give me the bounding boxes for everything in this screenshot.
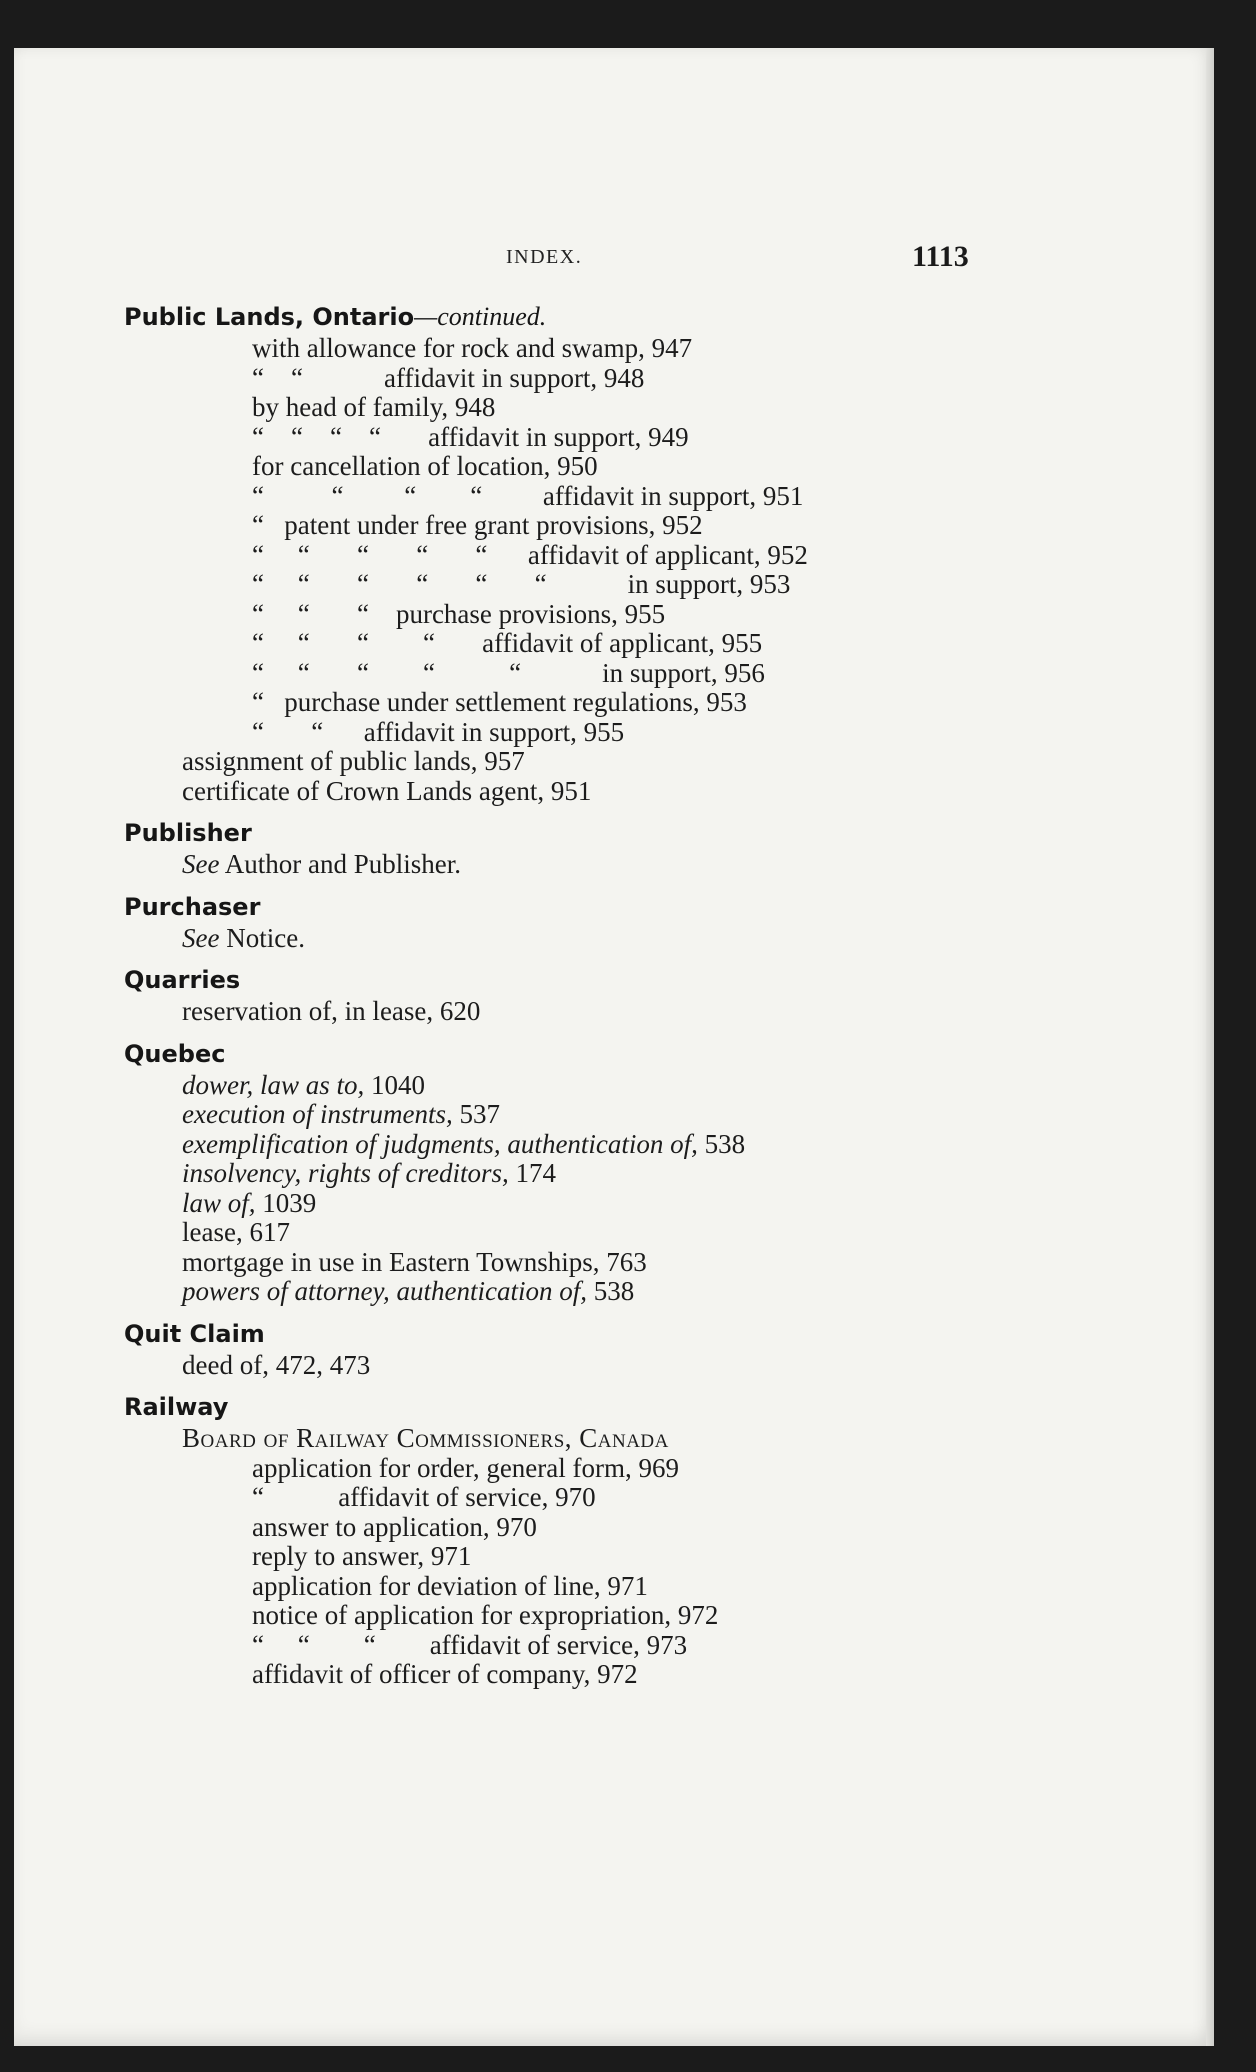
running-head-title: INDEX. — [506, 246, 583, 268]
index-entry-purchaser — [124, 890, 1124, 954]
sub-entry: dower, law as to, 1040 — [182, 1069, 426, 1100]
entry-heading: Quit Claim — [124, 1319, 265, 1348]
sub-entry: “ “ “ “ affidavit in support, 949 — [252, 421, 689, 452]
sub-entry: “ purchase under settlement regulations, 953 — [252, 687, 747, 717]
index-entry-quit-claim — [124, 1317, 1124, 1381]
sub-entry: “ patent under free grant provisions, 952 — [252, 510, 703, 540]
index-entry-quebec — [124, 1037, 1124, 1307]
index-entry-publisher — [124, 816, 1124, 880]
sub-entry: “ “ “ “ “ “ in support, 953 — [252, 569, 791, 599]
entry-heading: Publisher — [124, 819, 252, 847]
sub-entry: certificate of Crown Lands agent, 951 — [182, 775, 592, 806]
sub-entry: “ “ “ purchase provisions, 955 — [252, 598, 666, 629]
sub-entry: “ “ “ “ “ affidavit of applicant, 952 — [252, 539, 808, 570]
index-entry-quarries — [124, 963, 1124, 1027]
sub-entry: reservation of, in lease, 620 — [182, 996, 481, 1026]
index-entry-public-lands — [124, 300, 1124, 806]
running-head — [14, 240, 1214, 286]
sub-entry: “ “ “ affidavit of service, 973 — [252, 1629, 688, 1660]
page-edge — [1206, 48, 1214, 2046]
sub-entry: powers of attorney, authentication of, 538 — [182, 1276, 635, 1306]
entry-heading: Quebec — [124, 1039, 226, 1068]
index-entry-railway — [124, 1390, 1124, 1690]
cross-reference: See Author and Publisher. — [182, 849, 461, 879]
entry-heading: Quarries — [124, 966, 241, 994]
sub-entry: by head of family, 948 — [252, 392, 496, 422]
sub-entry: reply to answer, 971 — [252, 1541, 472, 1571]
sub-entry: lease, 617 — [182, 1217, 290, 1247]
sub-entry: assignment of public lands, 957 — [182, 746, 525, 776]
sub-entry: “ “ “ “ affidavit of applicant, 955 — [252, 628, 763, 658]
sub-entry: notice of application for expropriation, 972 — [252, 1600, 719, 1630]
entry-heading: Purchaser — [124, 892, 261, 921]
sub-entry: application for order, general form, 969 — [252, 1452, 680, 1483]
sub-entry: “ “ “ “ affidavit in support, 951 — [252, 480, 804, 511]
sub-entry: execution of instruments, 537 — [182, 1099, 500, 1129]
sub-entry: deed of, 472, 473 — [182, 1349, 371, 1380]
sub-entry: affidavit of officer of company, 972 — [252, 1659, 638, 1689]
cross-reference: See Notice. — [182, 922, 305, 953]
sub-entry: insolvency, rights of creditors, 174 — [182, 1158, 556, 1188]
sub-entry: “ “ “ “ “ in support, 956 — [252, 657, 765, 688]
sub-entry: law of, 1039 — [182, 1187, 317, 1218]
entry-heading: Public Lands, Ontario—continued. — [124, 302, 547, 331]
entry-heading: Railway — [124, 1393, 229, 1421]
sub-entry: exemplification of judgments, authentication of, 538 — [182, 1128, 746, 1159]
sub-entry: answer to application, 970 — [252, 1511, 537, 1542]
sub-entry: mortgage in use in Eastern Townships, 763 — [182, 1246, 647, 1277]
page-number: 1113 — [912, 240, 969, 273]
sub-entry: “ “ affidavit in support, 955 — [252, 716, 625, 747]
continued-note: —continued. — [414, 302, 547, 331]
sub-entry: “ affidavit of service, 970 — [252, 1482, 596, 1512]
sub-entry: application for deviation of line, 971 — [252, 1570, 648, 1601]
index-list — [124, 300, 1124, 1690]
book-page — [14, 48, 1214, 2046]
sub-entry: with allowance for rock and swamp, 947 — [252, 333, 693, 363]
sub-heading-board: Board of Railway Commissioners, Canada — [182, 1423, 669, 1453]
sub-entry: for cancellation of location, 950 — [252, 451, 598, 481]
sub-entry: “ “ affidavit in support, 948 — [252, 362, 645, 393]
